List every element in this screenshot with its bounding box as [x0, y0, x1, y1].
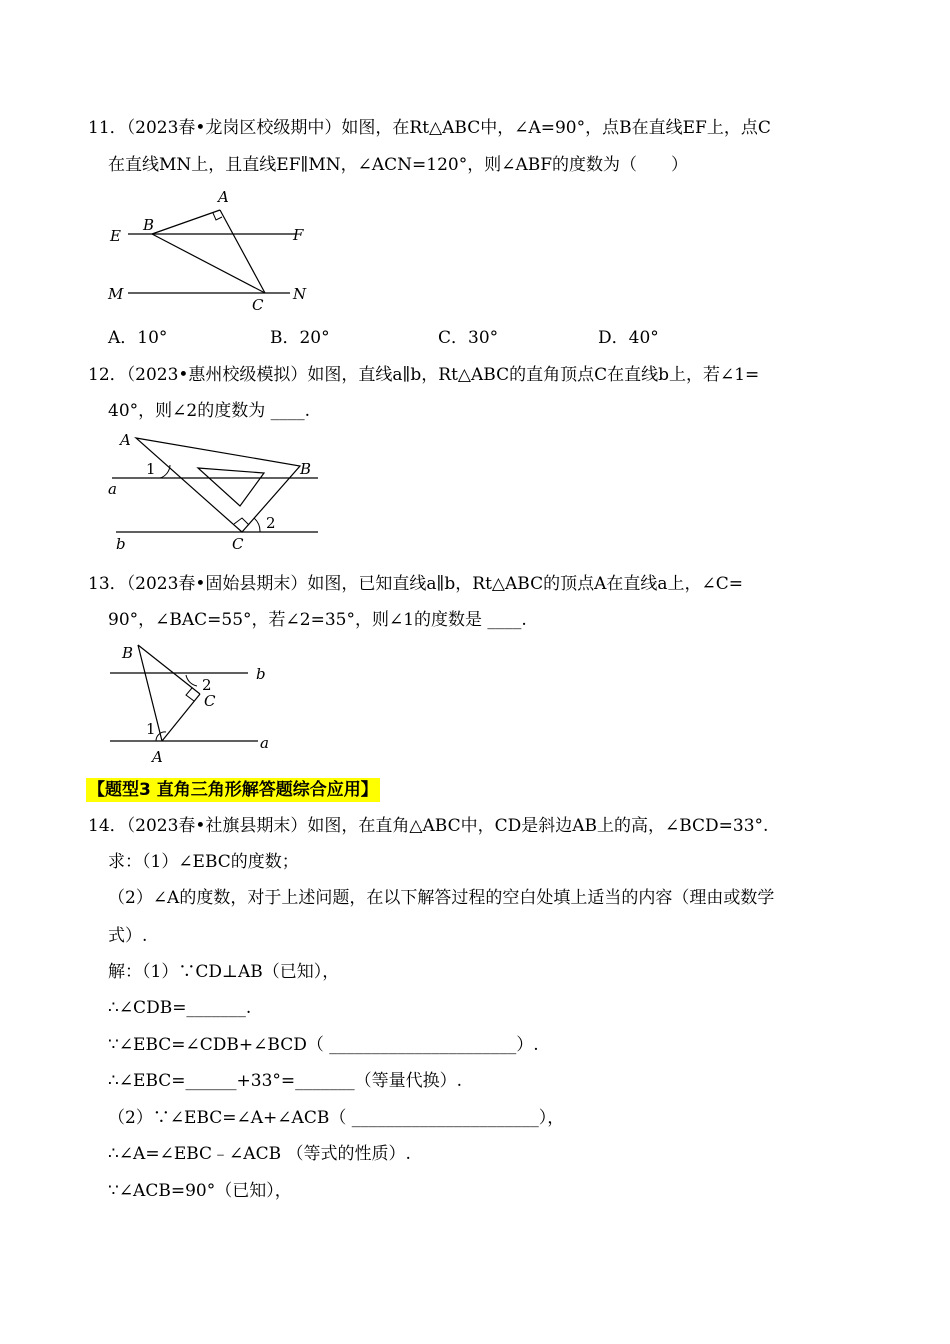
q13-label-a: A [152, 748, 163, 766]
q13-label-line-b: b [256, 665, 266, 683]
q11-option-d: D．40° [598, 328, 659, 348]
q14-line-6: ∴∠CDB=_______. [108, 998, 252, 1018]
q14-line-9: （2）∵∠EBC=∠A+∠ACB（ ______________________）， [108, 1108, 565, 1128]
q11-line-1: 11．（2023春•龙岗区校级期中）如图，在Rt△ABC中，∠A=90°，点B在直线EF上，点C [88, 118, 771, 138]
q14-line-7: ∵∠EBC=∠CDB+∠BCD（ ______________________）. [108, 1035, 539, 1055]
q11-label-f: F [293, 226, 304, 244]
q12-label-b: B [300, 460, 312, 478]
q11-figure [100, 186, 320, 312]
q13-label-b: B [122, 644, 134, 662]
q13-label-line-a: a [260, 734, 269, 752]
q11-label-b: B [143, 216, 155, 234]
q14-line-11: ∵∠ACB=90°（已知）， [108, 1181, 292, 1201]
q14-line-5: 解：（1）∵CD⊥AB（已知）， [108, 962, 340, 982]
q12-label-c: C [232, 535, 244, 553]
q12-label-line-b: b [116, 535, 126, 553]
q12-label-line-a: a [108, 480, 117, 498]
q13-label-c: C [204, 692, 216, 710]
q12-label-angle-2: 2 [266, 514, 276, 532]
q14-line-2: 求：（1）∠EBC的度数； [108, 852, 299, 872]
q13-label-angle-2: 2 [202, 676, 212, 694]
q13-line-2: 90°，∠BAC=55°，若∠2=35°，则∠1的度数是 ____. [108, 610, 527, 630]
q14-line-8: ∴∠EBC=______+33°=_______（等量代换）. [108, 1071, 463, 1091]
q12-line-2: 40°，则∠2的度数为 ____. [108, 401, 310, 421]
q14-line-4: 式）. [108, 926, 148, 946]
section-heading: 【题型3 直角三角形解答题综合应用】 [88, 780, 378, 800]
q12-label-a: A [120, 431, 131, 449]
q13-line-1: 13．（2023春•固始县期末）如图，已知直线a∥b，Rt△ABC的顶点A在直线a上，∠C= [88, 574, 743, 594]
q11-line-2: 在直线MN上，且直线EF∥MN，∠ACN=120°，则∠ABF的度数为（ ） [108, 155, 689, 175]
q11-label-m: M [108, 285, 124, 303]
q11-option-a: A．10° [108, 328, 168, 348]
q11-label-n: N [293, 285, 307, 303]
q11-label-c: C [252, 296, 264, 312]
q11-option-c: C．30° [438, 328, 499, 348]
q12-line-1: 12．（2023•惠州校级模拟）如图，直线a∥b，Rt△ABC的直角顶点C在直线b上，若∠1= [88, 365, 760, 385]
q14-line-10: ∴∠A=∠EBC﹣∠ACB （等式的性质）. [108, 1144, 411, 1164]
q11-label-a: A [218, 188, 229, 206]
q12-figure [100, 428, 325, 556]
q13-label-angle-1: 1 [146, 720, 156, 738]
q12-label-angle-1: 1 [146, 460, 156, 478]
q14-line-1: 14．（2023春•社旗县期末）如图，在直角△ABC中，CD是斜边AB上的高，∠BCD=33°. [88, 816, 769, 836]
q11-option-b: B．20° [270, 328, 330, 348]
q11-label-e: E [110, 227, 121, 245]
q14-line-3: （2）∠A的度数，对于上述问题，在以下解答过程的空白处填上适当的内容（理由或数学 [108, 888, 775, 908]
q13-figure [100, 640, 280, 770]
